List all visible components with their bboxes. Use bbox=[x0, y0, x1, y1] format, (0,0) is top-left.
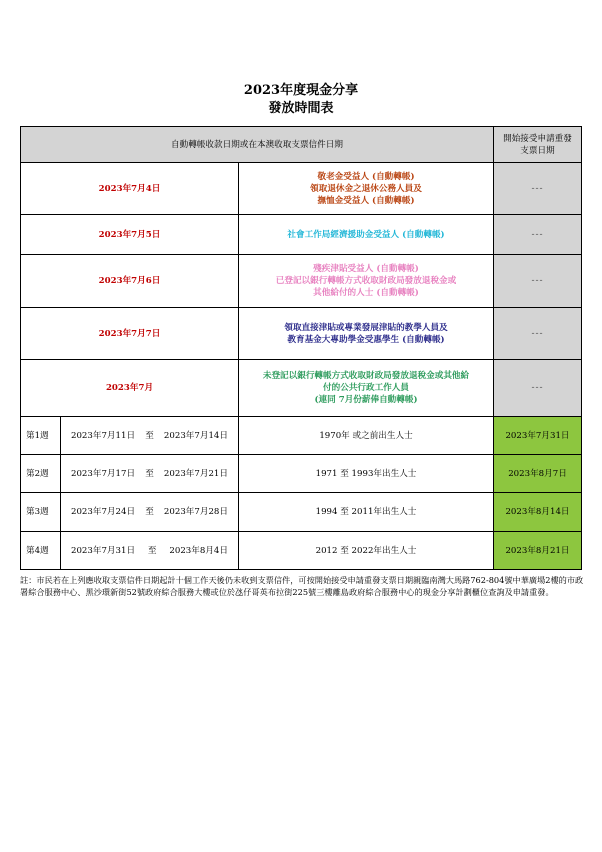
row-description bbox=[239, 255, 494, 308]
row-date: 2023年7月 bbox=[21, 360, 239, 417]
week-end: 2023年7月14日 bbox=[163, 430, 228, 441]
week-range bbox=[61, 532, 239, 570]
week-row bbox=[21, 417, 582, 455]
header-reissue-line-1: 開始接受申請重發 bbox=[503, 133, 572, 144]
week-reissue: 2023年8月21日 bbox=[494, 532, 582, 570]
week-start: 2023年7月24日 bbox=[71, 507, 136, 517]
desc-line: 已登記以銀行轉帳方式收取財政局發放退稅金或 bbox=[275, 276, 457, 286]
desc-line: 領取退休金之退休公務人員及 bbox=[310, 183, 422, 194]
row-reissue: --- bbox=[494, 163, 582, 215]
desc-line: 教育基金大專助學金受惠學生 (自動轉帳) bbox=[287, 334, 445, 345]
week-reissue: 2023年7月31日 bbox=[494, 417, 582, 455]
desc-line: 社會工作局經濟援助金受益人 (自動轉帳) bbox=[287, 229, 445, 240]
title-line-2: 發放時間表 bbox=[268, 101, 334, 116]
table-row bbox=[21, 308, 582, 360]
week-label: 第4週 bbox=[21, 532, 61, 570]
row-description bbox=[239, 215, 494, 255]
week-sep: 至 bbox=[145, 507, 154, 517]
table-row bbox=[21, 163, 582, 215]
week-end: 2023年7月21日 bbox=[163, 468, 228, 479]
row-date: 2023年7月5日 bbox=[21, 215, 239, 255]
header-main-cell: 自動轉帳收款日期或在本澳收取支票信件日期 bbox=[21, 127, 494, 163]
footnote: 註：市民若在上列應收取支票信件日期起計十個工作天後仍未收到支票信件，可按開始接受申請重發支票日期親臨南灣大馬路762-804號中華廣場2樓的市政署綜合服務中心、黑沙環新街52號政府綜合服務大樓或位於氹仔哥英布拉街225號三樓離島政府綜合服務中心的現金分享計劃櫃位查詢及申請重發。 bbox=[20, 575, 584, 597]
week-range bbox=[61, 493, 239, 532]
table-row bbox=[21, 215, 582, 255]
week-end: 2023年7月28日 bbox=[163, 507, 228, 517]
header-reissue-cell bbox=[494, 127, 582, 163]
week-label: 第2週 bbox=[21, 455, 61, 493]
week-reissue: 2023年8月14日 bbox=[494, 493, 582, 532]
week-sep: 至 bbox=[145, 430, 154, 441]
desc-line: 其他給付的人士 (自動轉帳) bbox=[313, 288, 419, 298]
week-sep: 至 bbox=[145, 468, 154, 479]
header-reissue-line-2: 支票日期 bbox=[520, 145, 555, 156]
row-date: 2023年7月6日 bbox=[21, 255, 239, 308]
table-header-row bbox=[21, 127, 582, 163]
week-sep: 至 bbox=[147, 545, 157, 556]
week-row bbox=[21, 532, 582, 570]
week-group: 1970年 或之前出生人士 bbox=[239, 417, 494, 455]
row-reissue: --- bbox=[494, 308, 582, 360]
row-description bbox=[239, 360, 494, 417]
table-row bbox=[21, 360, 582, 417]
desc-line: (連同 7月份薪俸自動轉帳) bbox=[314, 395, 418, 405]
row-description bbox=[239, 163, 494, 215]
desc-line: 撫恤金受益人 (自動轉帳) bbox=[317, 195, 415, 206]
desc-line: 殘疾津貼受益人 (自動轉帳) bbox=[313, 264, 419, 274]
week-group: 2012 至 2022年出生人士 bbox=[239, 532, 494, 570]
row-reissue: --- bbox=[494, 255, 582, 308]
week-row bbox=[21, 493, 582, 532]
week-range bbox=[61, 417, 239, 455]
week-end: 2023年8月4日 bbox=[169, 545, 228, 556]
title-line-1: 2023年度現金分享 bbox=[243, 83, 359, 98]
table-row bbox=[21, 255, 582, 308]
desc-line: 未登記以銀行轉帳方式收取財政局發放退稅金或其他給 bbox=[262, 371, 470, 381]
week-start: 2023年7月17日 bbox=[71, 468, 136, 479]
week-label: 第3週 bbox=[21, 493, 61, 532]
row-date: 2023年7月4日 bbox=[21, 163, 239, 215]
row-reissue: --- bbox=[494, 215, 582, 255]
week-start: 2023年7月11日 bbox=[71, 430, 136, 441]
week-group: 1971 至 1993年出生人士 bbox=[239, 455, 494, 493]
week-row bbox=[21, 455, 582, 493]
desc-line: 付的公共行政工作人員 bbox=[323, 383, 409, 393]
desc-line: 領取直接津貼或專業發展津貼的教學人員及 bbox=[284, 322, 448, 333]
schedule-table bbox=[20, 126, 582, 570]
document-title bbox=[0, 82, 602, 118]
desc-line: 敬老金受益人 (自動轉帳) bbox=[317, 171, 415, 182]
week-range bbox=[61, 455, 239, 493]
row-date: 2023年7月7日 bbox=[21, 308, 239, 360]
row-description bbox=[239, 308, 494, 360]
week-start: 2023年7月31日 bbox=[71, 545, 136, 556]
week-group: 1994 至 2011年出生人士 bbox=[239, 493, 494, 532]
week-reissue: 2023年8月7日 bbox=[494, 455, 582, 493]
row-reissue: --- bbox=[494, 360, 582, 417]
week-label: 第1週 bbox=[21, 417, 61, 455]
